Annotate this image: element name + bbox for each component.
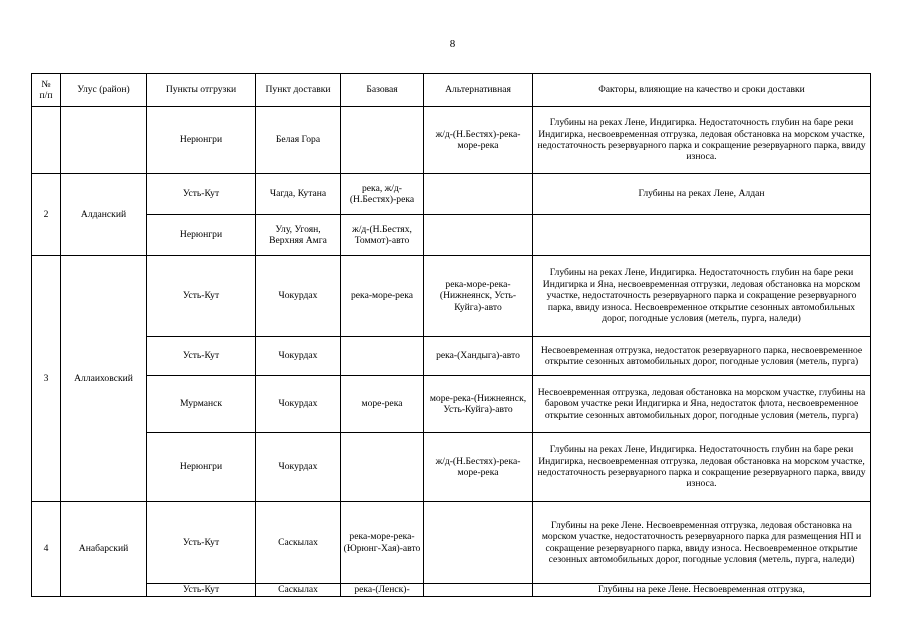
header-number: № п/п <box>32 74 61 107</box>
table-row <box>32 107 871 174</box>
table-row <box>32 174 871 215</box>
cell-shipping: Усть-Кут <box>147 584 256 597</box>
cell-base-route: река-(Ленск)- <box>341 584 424 597</box>
header-factors: Факторы, влияющие на качество и сроки доставки <box>533 74 871 107</box>
cell-shipping: Усть-Кут <box>147 174 256 215</box>
cell-delivery: Чокурдах <box>256 337 341 376</box>
cell-alt-route <box>424 502 533 584</box>
cell-delivery: Чокурдах <box>256 376 341 433</box>
cell-alt-route <box>424 215 533 256</box>
header-ulus: Улус (район) <box>61 74 147 107</box>
table-row <box>32 337 871 376</box>
cell-alt-route: ж/д-(Н.Бестях)-река-море-река <box>424 107 533 174</box>
cell-alt-route: река-море-река-(Нижнеянск, Усть-Куйга)-авто <box>424 256 533 337</box>
table-row <box>32 256 871 337</box>
cell-factors: Глубины на реках Лене, Индигирка. Недостаточность глубин на баре реки Индигирка и Яна, несвоевременная отгрузки, ледовая обстановка на морском участке, недостаточность резервуарного парка и сокращение резервуарного парка, ввиду износа. Несвоевременное открытие сезонных автомобильных дорог, погодные условия (метель, пурга, наледи) <box>533 256 871 337</box>
cell-base-route: река-море-река-(Юрюнг-Хая)-авто <box>341 502 424 584</box>
cell-delivery: Чагда, Кутана <box>256 174 341 215</box>
page-number: 8 <box>449 38 456 50</box>
table-row <box>32 584 871 597</box>
cell-base-route <box>341 337 424 376</box>
cell-alt-route <box>424 174 533 215</box>
table-row <box>32 502 871 584</box>
cell-ulus: Алданский <box>61 174 147 256</box>
cell-delivery: Белая Гора <box>256 107 341 174</box>
header-alternative-route: Альтернативная <box>424 74 533 107</box>
header-delivery-point: Пункт доставки <box>256 74 341 107</box>
table-row <box>32 376 871 433</box>
cell-number: 4 <box>32 502 61 597</box>
cell-shipping: Нерюнгри <box>147 215 256 256</box>
header-shipping-points: Пункты отгрузки <box>147 74 256 107</box>
cell-shipping: Нерюнгри <box>147 107 256 174</box>
cell-number <box>32 107 61 174</box>
cell-number: 3 <box>32 256 61 502</box>
header-base-route: Базовая <box>341 74 424 107</box>
cell-ulus: Аллаиховский <box>61 256 147 502</box>
cell-alt-route <box>424 584 533 597</box>
cell-delivery: Улу, Угоян, Верхняя Амга <box>256 215 341 256</box>
cell-delivery: Чокурдах <box>256 433 341 502</box>
cell-factors <box>533 215 871 256</box>
cell-factors: Глубины на реках Лене, Алдан <box>533 174 871 215</box>
cell-base-route <box>341 433 424 502</box>
cell-factors: Глубины на реках Лене, Индигирка. Недостаточность глубин на баре реки Индигирка, несвоевременная отгрузка, ледовая обстановка на морском участке, недостаточность резервуарного парка и сокращение резервуарного парка, ввиду износа. <box>533 107 871 174</box>
table-row <box>32 433 871 502</box>
cell-alt-route: река-(Хандыга)-авто <box>424 337 533 376</box>
table-header-row <box>32 74 871 107</box>
cell-shipping: Нерюнгри <box>147 433 256 502</box>
cell-shipping: Усть-Кут <box>147 502 256 584</box>
cell-factors: Глубины на реке Лене. Несвоевременная отгрузка, ледовая обстановка на морском участке, недостаточность резервуарного парка для размещения НП и сокращение резервуарного парка, ввиду износа. Несвоевременное открытие сезонных автомобильных дорог, погодные условия (метель, пурга, наледи) <box>533 502 871 584</box>
cell-delivery: Саскылах <box>256 502 341 584</box>
cell-ulus <box>61 107 147 174</box>
cell-base-route: ж/д-(Н.Бестях, Томмот)-авто <box>341 215 424 256</box>
cell-base-route: река-море-река <box>341 256 424 337</box>
cell-base-route <box>341 107 424 174</box>
cell-shipping: Мурманск <box>147 376 256 433</box>
cell-factors: Глубины на реке Лене. Несвоевременная отгрузка, <box>533 584 871 597</box>
cell-factors: Несвоевременная отгрузка, ледовая обстановка на морском участке, глубины на баровом участке реки Индигирка и Яна, недостаток флота, несвоевременное открытие сезонных автомобильных дорог, погодные условия (метель, пурга) <box>533 376 871 433</box>
cell-number: 2 <box>32 174 61 256</box>
cell-alt-route: ж/д-(Н.Бестях)-река-море-река <box>424 433 533 502</box>
cell-base-route: река, ж/д-(Н.Бестях)-река <box>341 174 424 215</box>
delivery-factors-table <box>31 73 871 597</box>
table-row <box>32 215 871 256</box>
cell-factors: Глубины на реках Лене, Индигирка. Недостаточность глубин на баре реки Индигирка, несвоевременная отгрузка, ледовая обстановка на морском участке, недостаточность резервуарного парка и сокращение резервуарного парка, ввиду износа. <box>533 433 871 502</box>
cell-shipping: Усть-Кут <box>147 256 256 337</box>
cell-shipping: Усть-Кут <box>147 337 256 376</box>
cell-delivery: Саскылах <box>256 584 341 597</box>
cell-base-route: море-река <box>341 376 424 433</box>
cell-delivery: Чокурдах <box>256 256 341 337</box>
cell-alt-route: море-река-(Нижнеянск, Усть-Куйга)-авто <box>424 376 533 433</box>
cell-ulus: Анабарский <box>61 502 147 597</box>
cell-factors: Несвоевременная отгрузка, недостаток резервуарного парка, несвоевременное открытие сезонных автомобильных дорог, погодные условия (метель, пурга) <box>533 337 871 376</box>
